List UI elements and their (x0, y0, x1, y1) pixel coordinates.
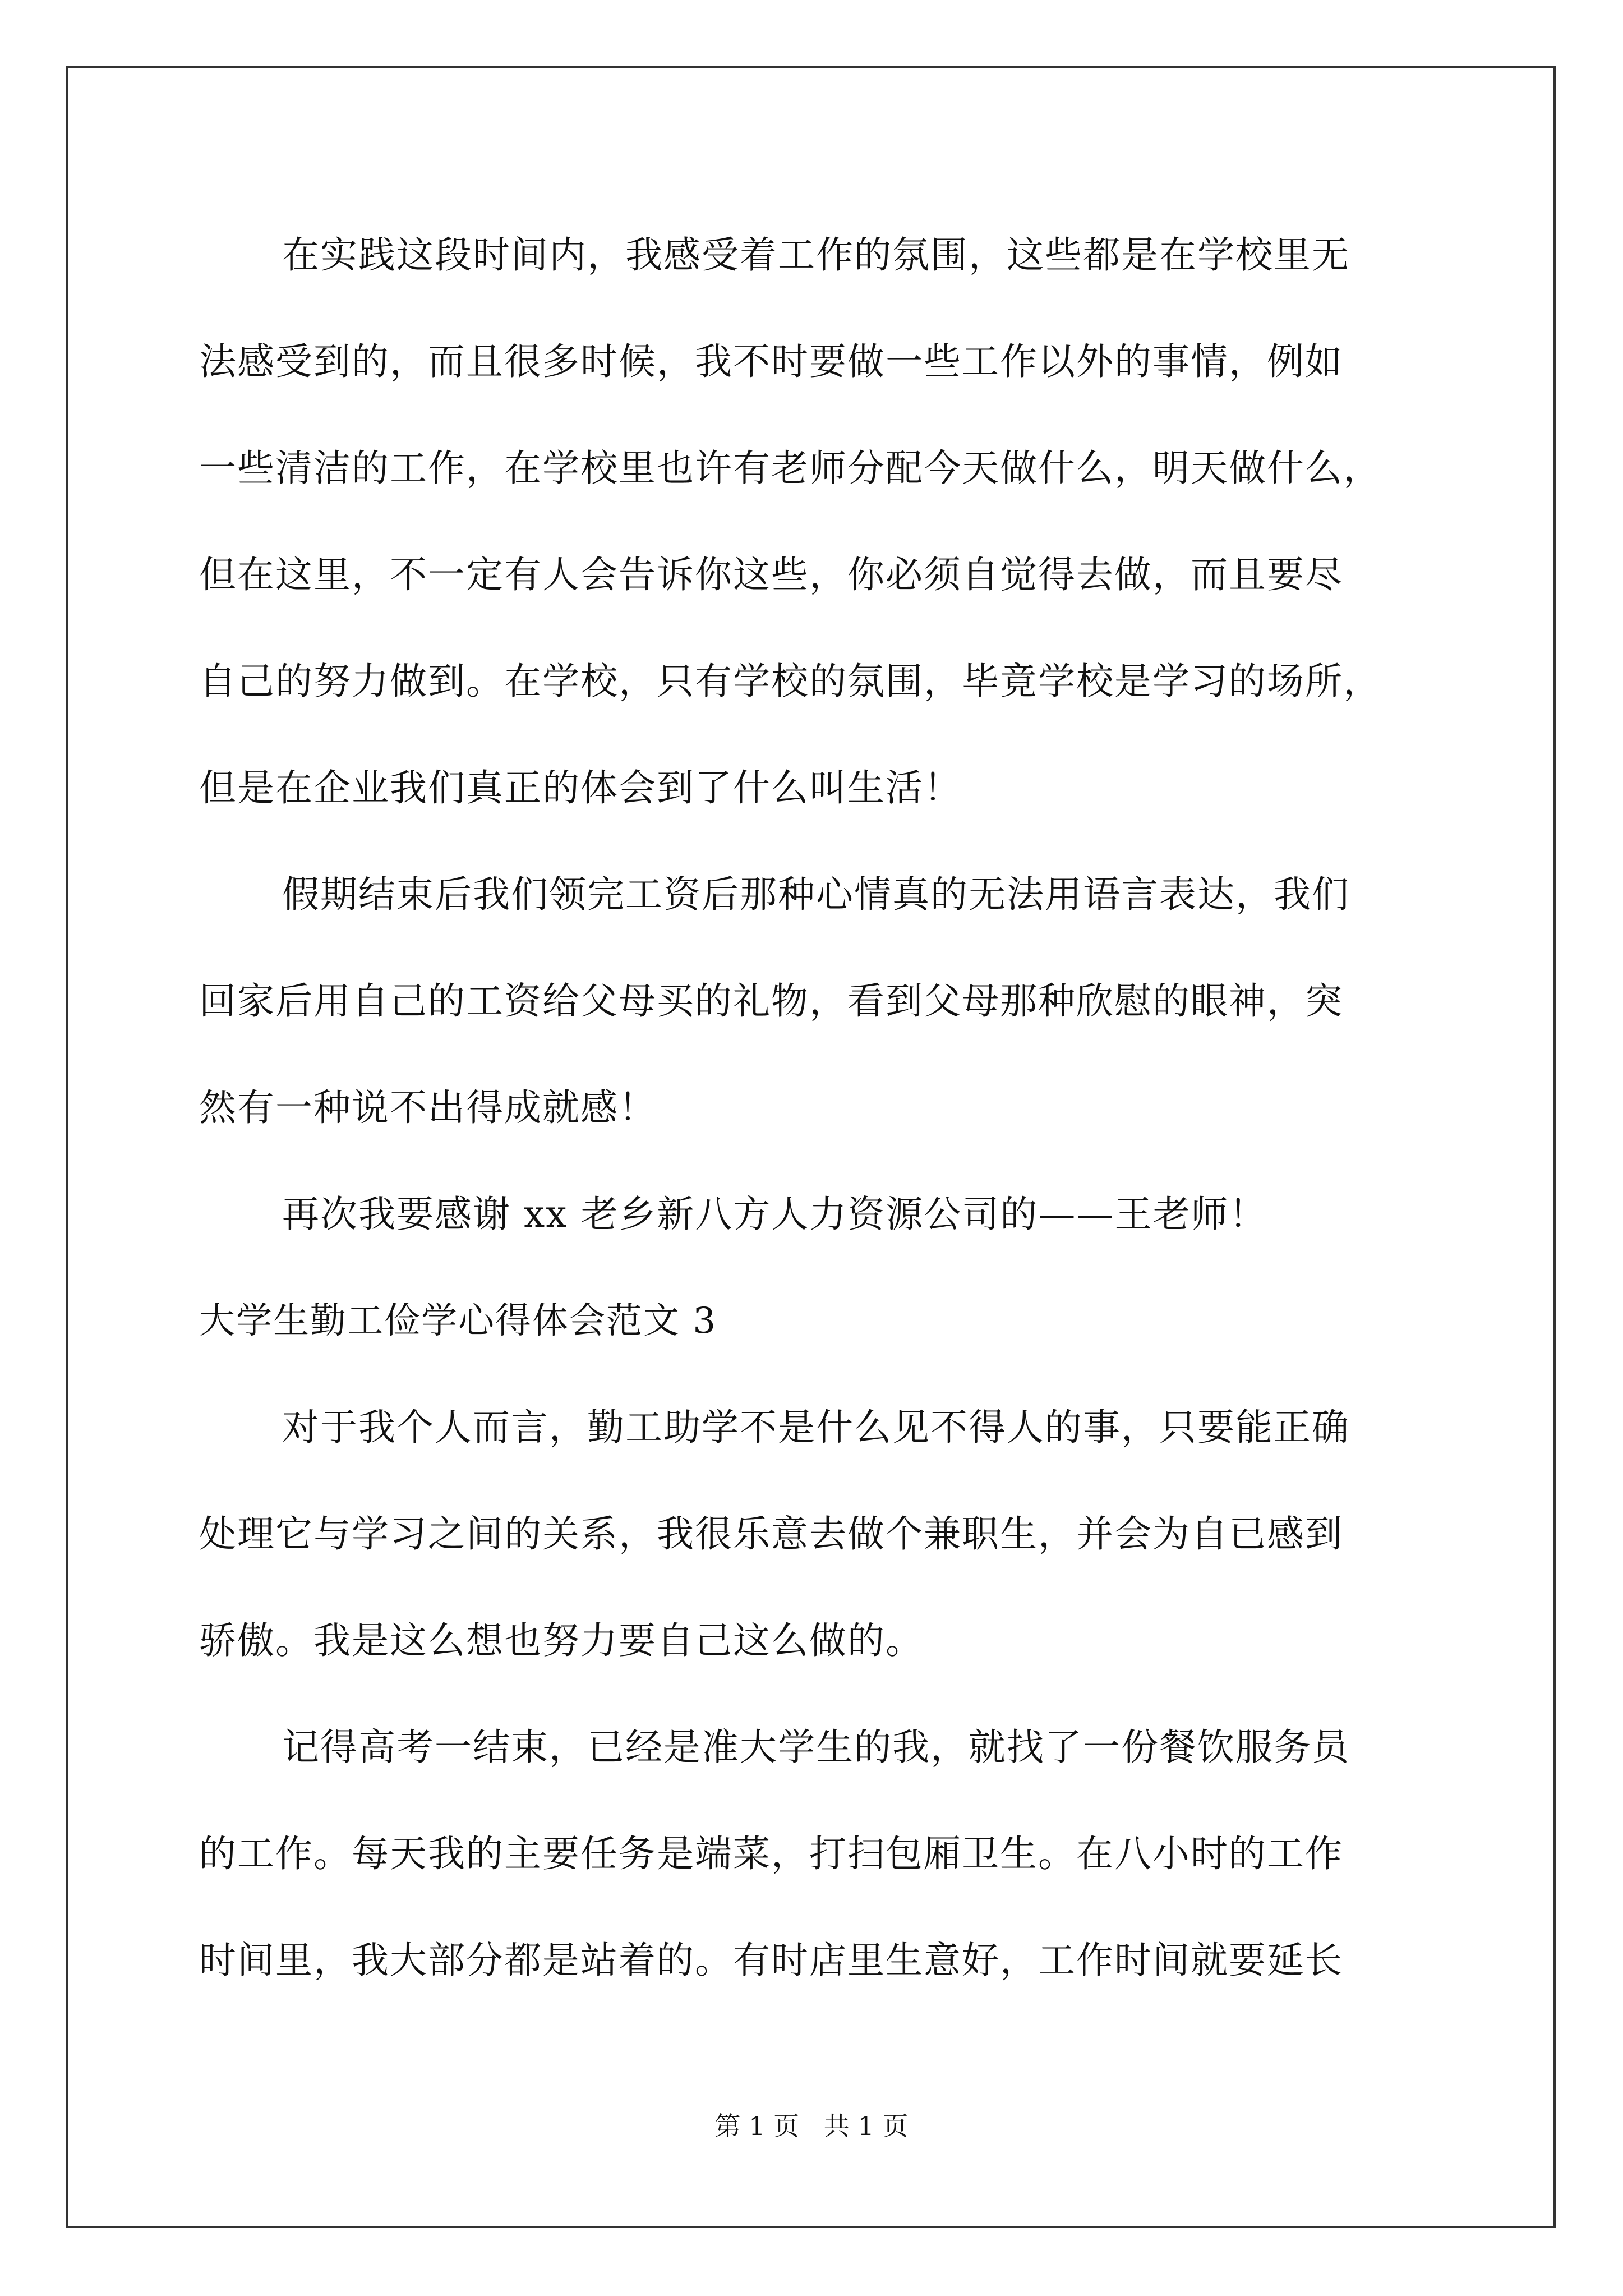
paragraph-line: 再次我要感谢 xx 老乡新八方人力资源公司的——王老师！ (282, 1193, 1267, 1236)
paragraph-line: 时间里，我大部分都是站着的。有时店里生意好，工作时间就要延长 (199, 1939, 1343, 1982)
page-footer: 第 1 页 共 1 页 (714, 2111, 909, 2141)
paragraph-line: 自己的努力做到。在学校，只有学校的氛围，毕竟学校是学习的场所， (199, 660, 1381, 703)
paragraph-line: 假期结束后我们领完工资后那种心情真的无法用语言表达，我们 (282, 873, 1350, 916)
paragraph-line: 对于我个人而言，勤工助学不是什么见不得人的事，只要能正确 (282, 1406, 1350, 1449)
paragraph-line: 记得高考一结束，已经是准大学生的我，就找了一份餐饮服务员 (282, 1726, 1350, 1769)
paragraph-line: 处理它与学习之间的关系，我很乐意去做个兼职生，并会为自已感到 (199, 1512, 1343, 1556)
paragraph-line: 法感受到的，而且很多时候，我不时要做一些工作以外的事情，例如 (199, 340, 1343, 383)
paragraph-line: 在实践这段时间内，我感受着工作的氛围，这些都是在学校里无 (282, 233, 1350, 277)
paragraph-line: 骄傲。我是这么想也努力要自己这么做的。 (199, 1619, 924, 1662)
paragraph-line: 但在这里，不一定有人会告诉你这些，你必须自觉得去做，而且要尽 (199, 553, 1343, 596)
paragraph-line: 一些清洁的工作，在学校里也许有老师分配今天做什么，明天做什么， (199, 447, 1381, 490)
paragraph-line: 回家后用自己的工资给父母买的礼物，看到父母那种欣慰的眼神，突 (199, 979, 1343, 1023)
paragraph-line: 但是在企业我们真正的体会到了什么叫生活！ (199, 766, 962, 809)
paragraph-line: 的工作。每天我的主要任务是端菜，打扫包厢卫生。在八小时的工作 (199, 1832, 1343, 1875)
section-heading: 大学生勤工俭学心得体会范文 3 (199, 1300, 717, 1342)
paragraph-line: 然有一种说不出得成就感！ (199, 1086, 657, 1129)
